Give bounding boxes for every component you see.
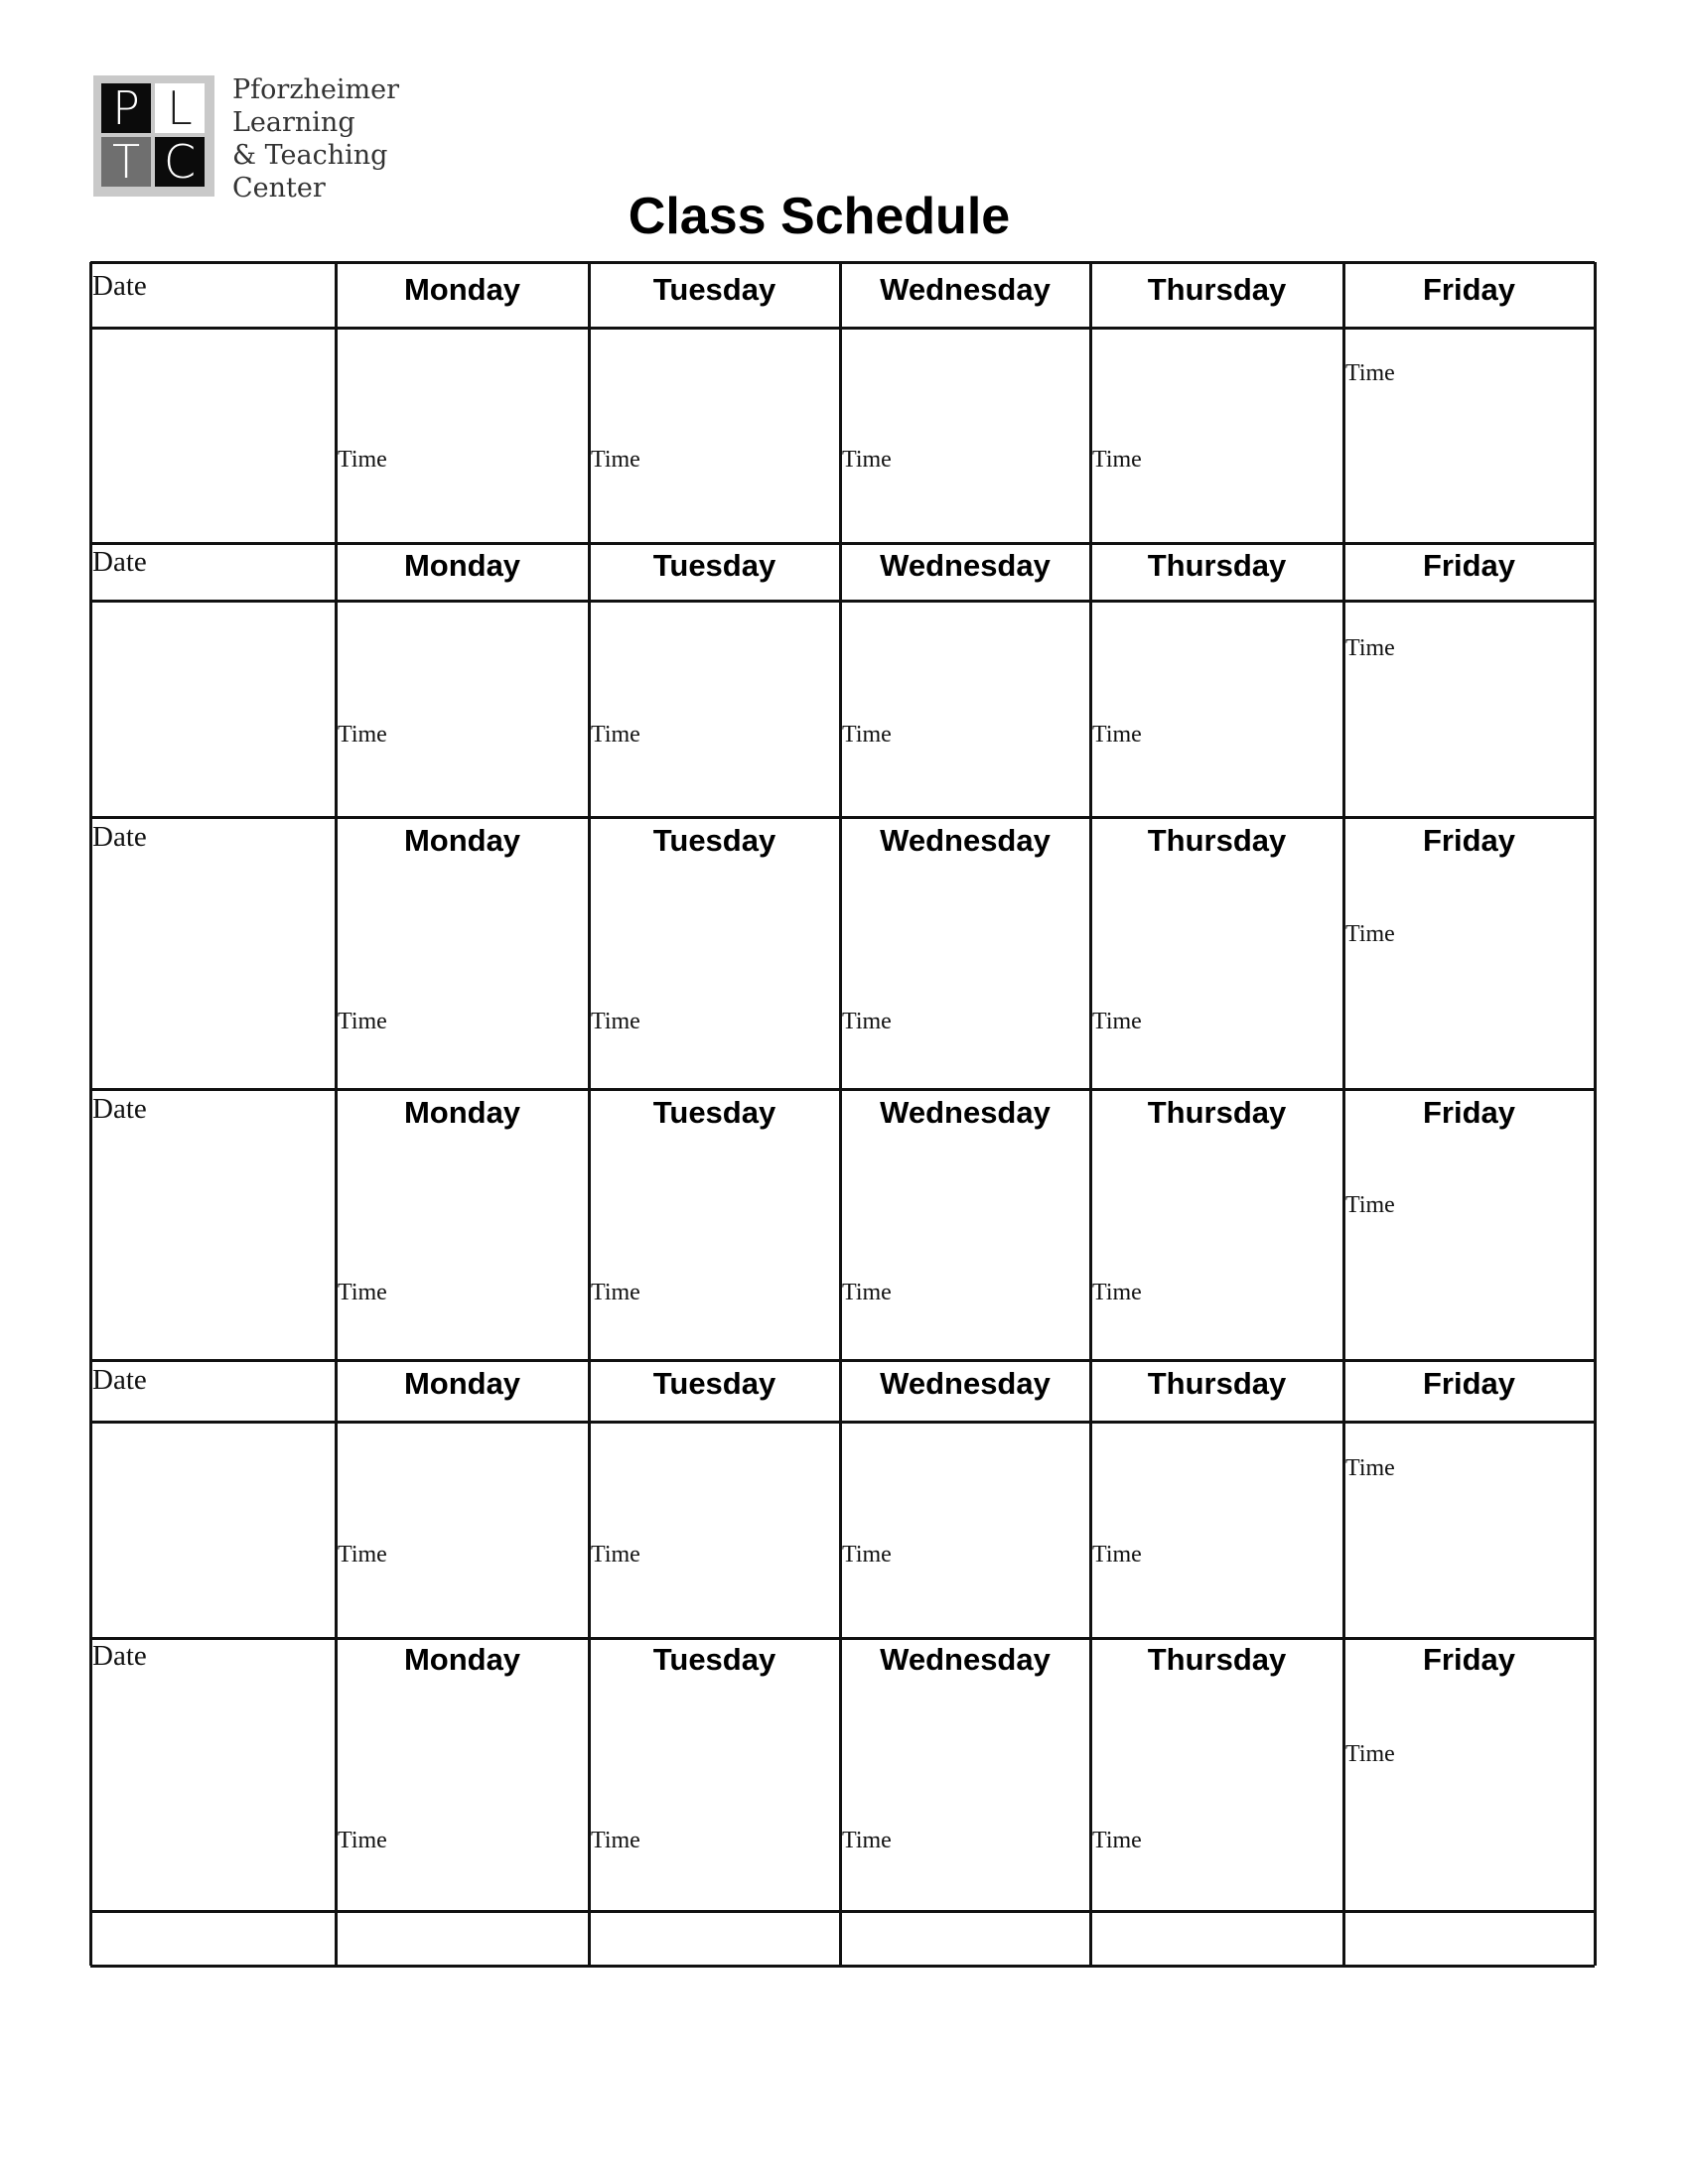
time-label: Time [842,1280,892,1305]
grid-line-horizontal [90,1910,1595,1913]
time-label: Time [1345,1455,1395,1481]
day-header-tuesday: Tuesday [652,548,776,583]
day-header-wednesday: Wednesday [880,272,1051,307]
day-header-friday: Friday [1422,1366,1516,1401]
logo-line: Pforzheimer [232,74,400,105]
time-label: Time [591,722,640,748]
logo-wordmark [232,73,399,205]
pltc-logo [93,74,401,204]
day-header-monday: Monday [403,548,521,583]
time-label: Time [338,1009,387,1034]
day-header-wednesday: Wednesday [880,1642,1051,1677]
grid-line-horizontal [90,261,1595,264]
day-header-monday: Monday [403,1095,521,1130]
day-header-friday: Friday [1422,823,1516,858]
time-label: Time [842,1542,892,1568]
time-label: Time [1092,447,1142,473]
time-label: Time [1345,1192,1395,1218]
time-label: Time [591,1009,640,1034]
date-label: Date [92,270,147,302]
time-label: Time [842,1828,892,1853]
logo-line: & Teaching [232,140,388,171]
logo-letter-t: T [101,137,151,187]
time-label: Time [842,1009,892,1034]
time-label: Time [842,722,892,748]
grid-line-horizontal [90,1965,1595,1968]
day-header-tuesday: Tuesday [652,823,776,858]
page-title: Class Schedule [628,188,1011,245]
time-label: Time [1345,921,1395,947]
logo-letter-c: C [155,137,205,187]
day-header-monday: Monday [403,823,521,858]
grid-line-horizontal [90,1421,1595,1424]
day-header-tuesday: Tuesday [652,272,776,307]
day-header-thursday: Thursday [1147,272,1287,307]
day-header-friday: Friday [1422,272,1516,307]
date-label: Date [92,546,147,578]
grid-line-horizontal [90,1637,1595,1640]
day-header-monday: Monday [403,272,521,307]
logo-line: Center [232,173,326,204]
time-label: Time [842,447,892,473]
grid-line-horizontal [90,327,1595,330]
day-header-friday: Friday [1422,1642,1516,1677]
day-header-friday: Friday [1422,548,1516,583]
time-label: Time [1345,360,1395,386]
time-label: Time [338,1280,387,1305]
date-label: Date [92,1093,147,1125]
date-label: Date [92,1640,147,1672]
time-label: Time [1345,1741,1395,1767]
logo-letter-p: P [101,83,151,133]
time-label: Time [591,1828,640,1853]
day-header-thursday: Thursday [1147,1642,1287,1677]
grid-line-horizontal [90,542,1595,545]
date-label: Date [92,821,147,853]
day-header-friday: Friday [1422,1095,1516,1130]
time-label: Time [591,1280,640,1305]
day-header-tuesday: Tuesday [652,1366,776,1401]
time-label: Time [1092,1009,1142,1034]
logo-mark [93,75,214,197]
grid-line-horizontal [90,816,1595,819]
time-label: Time [338,722,387,748]
day-header-thursday: Thursday [1147,1366,1287,1401]
time-label: Time [338,447,387,473]
day-header-wednesday: Wednesday [880,823,1051,858]
time-label: Time [1092,1280,1142,1305]
time-label: Time [338,1542,387,1568]
day-header-wednesday: Wednesday [880,1366,1051,1401]
time-label: Time [1092,1542,1142,1568]
day-header-monday: Monday [403,1642,521,1677]
time-label: Time [1345,635,1395,661]
logo-line: Learning [232,107,355,138]
grid-line-horizontal [90,1359,1595,1362]
time-label: Time [1092,1828,1142,1853]
day-header-thursday: Thursday [1147,1095,1287,1130]
time-label: Time [591,1542,640,1568]
day-header-wednesday: Wednesday [880,1095,1051,1130]
day-header-tuesday: Tuesday [652,1642,776,1677]
date-label: Date [92,1364,147,1396]
day-header-monday: Monday [403,1366,521,1401]
day-header-wednesday: Wednesday [880,548,1051,583]
time-label: Time [338,1828,387,1853]
day-header-thursday: Thursday [1147,823,1287,858]
time-label: Time [591,447,640,473]
grid-line-horizontal [90,600,1595,603]
grid-line-horizontal [90,1088,1595,1091]
day-header-tuesday: Tuesday [652,1095,776,1130]
logo-letter-l: L [155,83,205,133]
time-label: Time [1092,722,1142,748]
day-header-thursday: Thursday [1147,548,1287,583]
